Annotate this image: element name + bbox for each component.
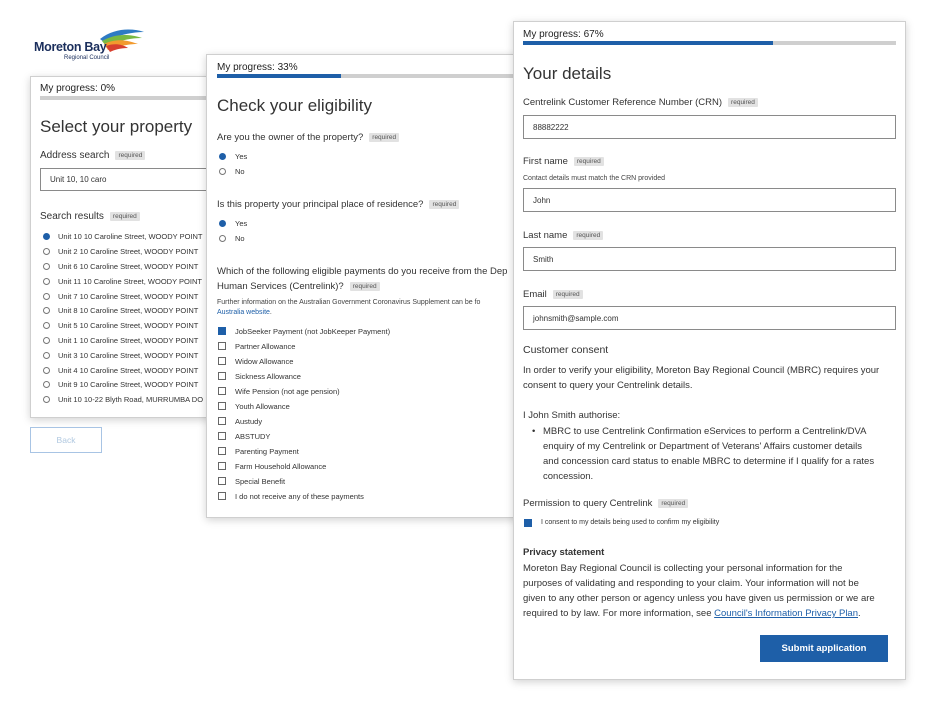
payment-checkbox[interactable] [218, 357, 226, 365]
payment-checkbox[interactable] [218, 477, 226, 485]
progress-fill [217, 74, 341, 78]
info-text-line2: Australia website. [217, 309, 272, 316]
page-title: Your details [523, 64, 612, 83]
owner-no-label[interactable]: No [235, 167, 245, 176]
authorise-text: I John Smith authorise: [523, 410, 621, 421]
result-option[interactable]: Unit 10 10 Caroline Street, WOODY POINT [58, 232, 203, 241]
consent-heading: Customer consent [523, 344, 609, 356]
select-property-card [30, 76, 232, 418]
required-badge: required [573, 231, 603, 240]
payment-label[interactable]: JobSeeker Payment (not JobKeeper Payment) [235, 327, 391, 336]
address-search-input[interactable]: Unit 10, 10 caro [40, 168, 232, 191]
progress-label: My progress: 0% [40, 83, 116, 94]
result-radio[interactable] [43, 367, 50, 374]
search-results-label: Search results required [40, 211, 140, 222]
result-radio[interactable] [43, 233, 50, 240]
payment-label[interactable]: Partner Allowance [235, 342, 296, 351]
payment-checkbox[interactable] [218, 492, 226, 500]
result-radio[interactable] [43, 322, 50, 329]
first-name-input[interactable]: John [523, 188, 896, 212]
payment-label[interactable]: Widow Allowance [235, 357, 294, 366]
payment-label[interactable]: Farm Household Allowance [235, 462, 327, 471]
first-name-label: First name required [523, 156, 604, 167]
payment-checkbox[interactable] [218, 387, 226, 395]
result-option[interactable]: Unit 5 10 Caroline Street, WOODY POINT [58, 321, 199, 330]
payment-checkbox[interactable] [218, 402, 226, 410]
result-radio[interactable] [43, 293, 50, 300]
authorise-bullet: • MBRC to use Centrelink Confirmation eServices to perform a Centrelink/DVA enquiry of my Centrelink or Department of Veterans' Affairs customer details and concession card status to enable MBRC to determine if I qualify for a rates concession. [532, 426, 875, 482]
required-badge: required [115, 151, 145, 160]
payment-checkbox[interactable] [218, 432, 226, 440]
bullet-icon: • [532, 426, 536, 437]
progress-label: My progress: 67% [523, 29, 604, 40]
required-badge: required [658, 499, 688, 508]
payment-label[interactable]: Parenting Payment [235, 447, 299, 456]
consent-checkbox[interactable] [524, 519, 532, 527]
progress-fill [523, 41, 773, 45]
progress-bar [40, 96, 232, 100]
result-option[interactable]: Unit 1 10 Caroline Street, WOODY POINT [58, 336, 199, 345]
payments-question-line2: Human Services (Centrelink)? required [217, 281, 380, 292]
result-option[interactable]: Unit 4 10 Caroline Street, WOODY POINT [58, 366, 199, 375]
email-label: Email required [523, 289, 583, 300]
logo-subtitle: Regional Council [64, 55, 110, 61]
result-option[interactable]: Unit 6 10 Caroline Street, WOODY POINT [58, 262, 199, 271]
result-option[interactable]: Unit 10 10-22 Blyth Road, MURRUMBA DO [58, 395, 204, 404]
payment-label[interactable]: I do not receive any of these payments [235, 492, 364, 501]
required-badge: required [350, 282, 380, 291]
permission-label: Permission to query Centrelink required [523, 498, 688, 509]
required-badge: required [429, 200, 459, 209]
required-badge: required [553, 290, 583, 299]
payment-checkbox[interactable] [218, 372, 226, 380]
payment-label[interactable]: Special Benefit [235, 477, 286, 486]
first-name-hint: Contact details must match the CRN provided [523, 175, 666, 182]
council-logo [34, 26, 146, 66]
required-badge: required [574, 157, 604, 166]
privacy-statement: Moreton Bay Regional Council is collecting your personal information for the purposes of validating and responding to your claim. Your information will not be given to any other person or agency unless you have given us permission or we are required to by law. For more information, see Council's Information Privacy Plan. [523, 563, 875, 619]
result-radio[interactable] [43, 278, 50, 285]
required-badge: required [369, 133, 399, 142]
result-radio[interactable] [43, 337, 50, 344]
privacy-heading: Privacy statement [523, 547, 605, 558]
payment-label[interactable]: Youth Allowance [235, 402, 290, 411]
residence-question: Is this property your principal place of residence? required [217, 199, 459, 210]
result-radio[interactable] [43, 263, 50, 270]
result-radio[interactable] [43, 307, 50, 314]
result-radio[interactable] [43, 248, 50, 255]
owner-no-radio[interactable] [219, 168, 226, 175]
info-text: Further information on the Australian Government Coronavirus Supplement can be fo [217, 299, 481, 306]
crn-input[interactable]: 88882222 [523, 115, 896, 139]
result-radio[interactable] [43, 352, 50, 359]
progress-label: My progress: 33% [217, 62, 298, 73]
residence-yes-label[interactable]: Yes [235, 219, 248, 228]
result-option[interactable]: Unit 8 10 Caroline Street, WOODY POINT [58, 306, 199, 315]
result-option[interactable]: Unit 2 10 Caroline Street, WOODY POINT [58, 247, 199, 256]
owner-yes-label[interactable]: Yes [235, 152, 248, 161]
result-option[interactable]: Unit 3 10 Caroline Street, WOODY POINT [58, 351, 199, 360]
email-input[interactable]: johnsmith@sample.com [523, 306, 896, 330]
payment-checkbox[interactable] [218, 462, 226, 470]
payment-label[interactable]: Sickness Allowance [235, 372, 301, 381]
logo-name: Moreton Bay [34, 40, 107, 54]
back-button[interactable]: Back [30, 427, 102, 453]
result-option[interactable]: Unit 11 10 Caroline Street, WOODY POINT [58, 277, 202, 286]
owner-question: Are you the owner of the property? required [217, 132, 399, 143]
payment-label[interactable]: ABSTUDY [235, 432, 271, 441]
payment-checkbox[interactable] [218, 417, 226, 425]
result-radio[interactable] [43, 381, 50, 388]
last-name-label: Last name required [523, 230, 603, 241]
result-radio[interactable] [43, 396, 50, 403]
consent-paragraph: In order to verify your eligibility, Moreton Bay Regional Council (MBRC) requires your consent to query your Centrelink details. [523, 365, 880, 391]
payment-checkbox[interactable] [218, 342, 226, 350]
progress-bar [523, 41, 896, 45]
page-title: Check your eligibility [217, 96, 372, 115]
residence-no-label[interactable]: No [235, 234, 245, 243]
residence-no-radio[interactable] [219, 235, 226, 242]
eligibility-card [206, 54, 528, 518]
crn-label: Centrelink Customer Reference Number (CRN) required [523, 97, 758, 108]
result-option[interactable]: Unit 9 10 Caroline Street, WOODY POINT [58, 380, 199, 389]
your-details-card [513, 21, 906, 680]
payment-checkbox[interactable] [218, 327, 226, 335]
last-name-input[interactable]: Smith [523, 247, 896, 271]
progress-bar [217, 74, 527, 78]
owner-yes-radio[interactable] [219, 153, 226, 160]
payment-checkbox[interactable] [218, 447, 226, 455]
privacy-plan-link[interactable]: Council's Information Privacy Plan [714, 608, 859, 619]
consent-checkbox-label[interactable]: I consent to my details being used to confirm my eligibility [541, 519, 720, 526]
payment-label[interactable]: Wife Pension (not age pension) [235, 387, 340, 396]
required-badge: required [110, 212, 140, 221]
residence-yes-radio[interactable] [219, 220, 226, 227]
payment-label[interactable]: Austudy [235, 417, 263, 426]
required-badge: required [728, 98, 758, 107]
address-search-label: Address search required [40, 150, 145, 161]
submit-application-button[interactable]: Submit application [760, 635, 888, 662]
result-option[interactable]: Unit 7 10 Caroline Street, WOODY POINT [58, 292, 199, 301]
page-title: Select your property [40, 117, 193, 136]
payments-question: Which of the following eligible payments do you receive from the Dep [217, 266, 508, 277]
australia-website-link[interactable]: Australia website [217, 309, 270, 316]
